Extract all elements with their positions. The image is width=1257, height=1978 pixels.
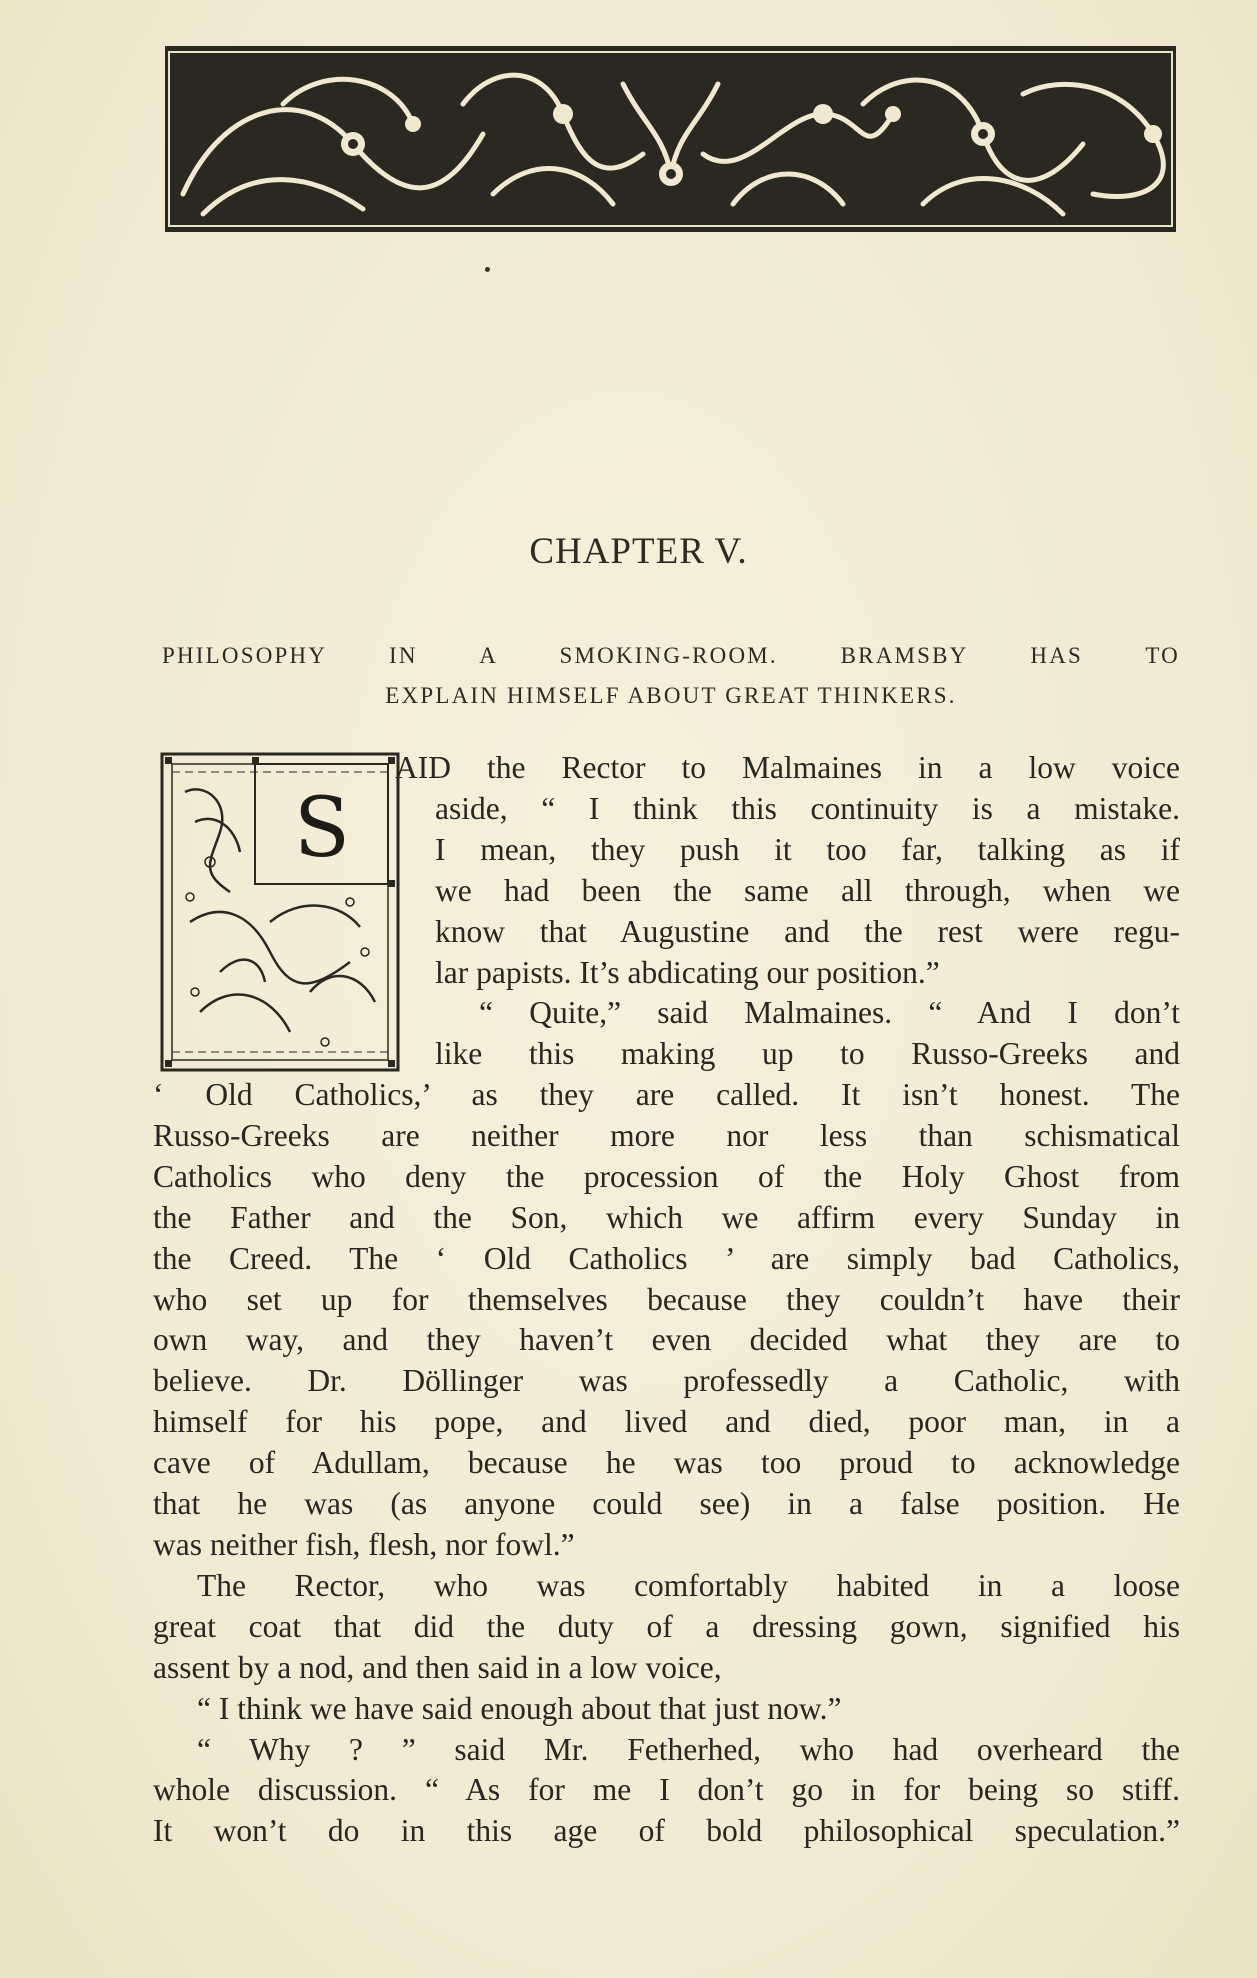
ornamental-headpiece-image (163, 44, 1178, 234)
text-line: assent by a nod, and then said in a low voice, (153, 1649, 722, 1685)
text-line: the Father and the Son, which we affirm every Sunday in (153, 1199, 1180, 1235)
text-line: we had been the same all through, when we (435, 872, 1180, 908)
text-line: “ I think we have said enough about that just now.” (197, 1690, 842, 1726)
text-line: himself for his pope, and lived and died, poor man, in a (153, 1404, 1180, 1440)
subtitle-line: PHILOSOPHY IN A SMOKING-ROOM. BRAMSBY HAS TO (162, 643, 1180, 668)
subtitle-line: EXPLAIN HIMSELF ABOUT GREAT THINKERS. (385, 683, 957, 708)
opening-paragraph-indented (395, 748, 1180, 1075)
text-line: AID the Rector to Malmaines in a low voice (395, 750, 1180, 785)
chapter-heading: CHAPTER V. (529, 531, 748, 572)
text-line: I mean, they push it too far, talking as if (435, 831, 1180, 867)
drop-cap-letter: S (293, 781, 351, 876)
text-line: that he was (as anyone could see) in a false position. He (153, 1486, 1180, 1522)
text-line: Russo-Greeks are neither more nor less than schismatical (153, 1117, 1180, 1153)
ink-speck (485, 267, 490, 272)
text-line: was neither fish, flesh, nor fowl.” (153, 1526, 575, 1562)
text-line: whole discussion. “ As for me I don’t go in for being so stiff. (153, 1772, 1180, 1808)
text-line: the Creed. The ‘ Old Catholics ’ are simply bad Catholics, (153, 1240, 1180, 1276)
text-line: “ Quite,” said Malmaines. “ And I don’t (479, 995, 1180, 1031)
text-line: like this making up to Russo-Greeks and (435, 1036, 1180, 1072)
text-line: aside, “ I think this continuity is a mistake. (435, 790, 1180, 826)
text-line: know that Augustine and the rest were regu- (435, 913, 1180, 949)
chapter-subtitle (162, 636, 1180, 716)
text-line: great coat that did the duty of a dressing gown, signified his (153, 1608, 1180, 1644)
body-paragraphs (153, 1075, 1180, 1852)
text-line: ‘ Old Catholics,’ as they are called. It isn’t honest. The (153, 1077, 1180, 1112)
text-line: It won’t do in this age of bold philosophical speculation.” (153, 1813, 1180, 1849)
text-line: believe. Dr. Döllinger was professedly a Catholic, with (153, 1363, 1180, 1399)
text-line: The Rector, who was comfortably habited in a loose (197, 1567, 1180, 1603)
text-line: own way, and they haven’t even decided what they are to (153, 1322, 1180, 1358)
text-line: cave of Adullam, because he was too proud to acknowledge (153, 1445, 1180, 1481)
text-line: lar papists. It’s abdicating our position.” (435, 954, 940, 990)
text-line: Catholics who deny the procession of the Holy Ghost from (153, 1158, 1180, 1194)
text-line: who set up for themselves because they couldn’t have their (153, 1281, 1180, 1317)
text-line: “ Why ? ” said Mr. Fetherhed, who had overheard the (197, 1731, 1180, 1767)
